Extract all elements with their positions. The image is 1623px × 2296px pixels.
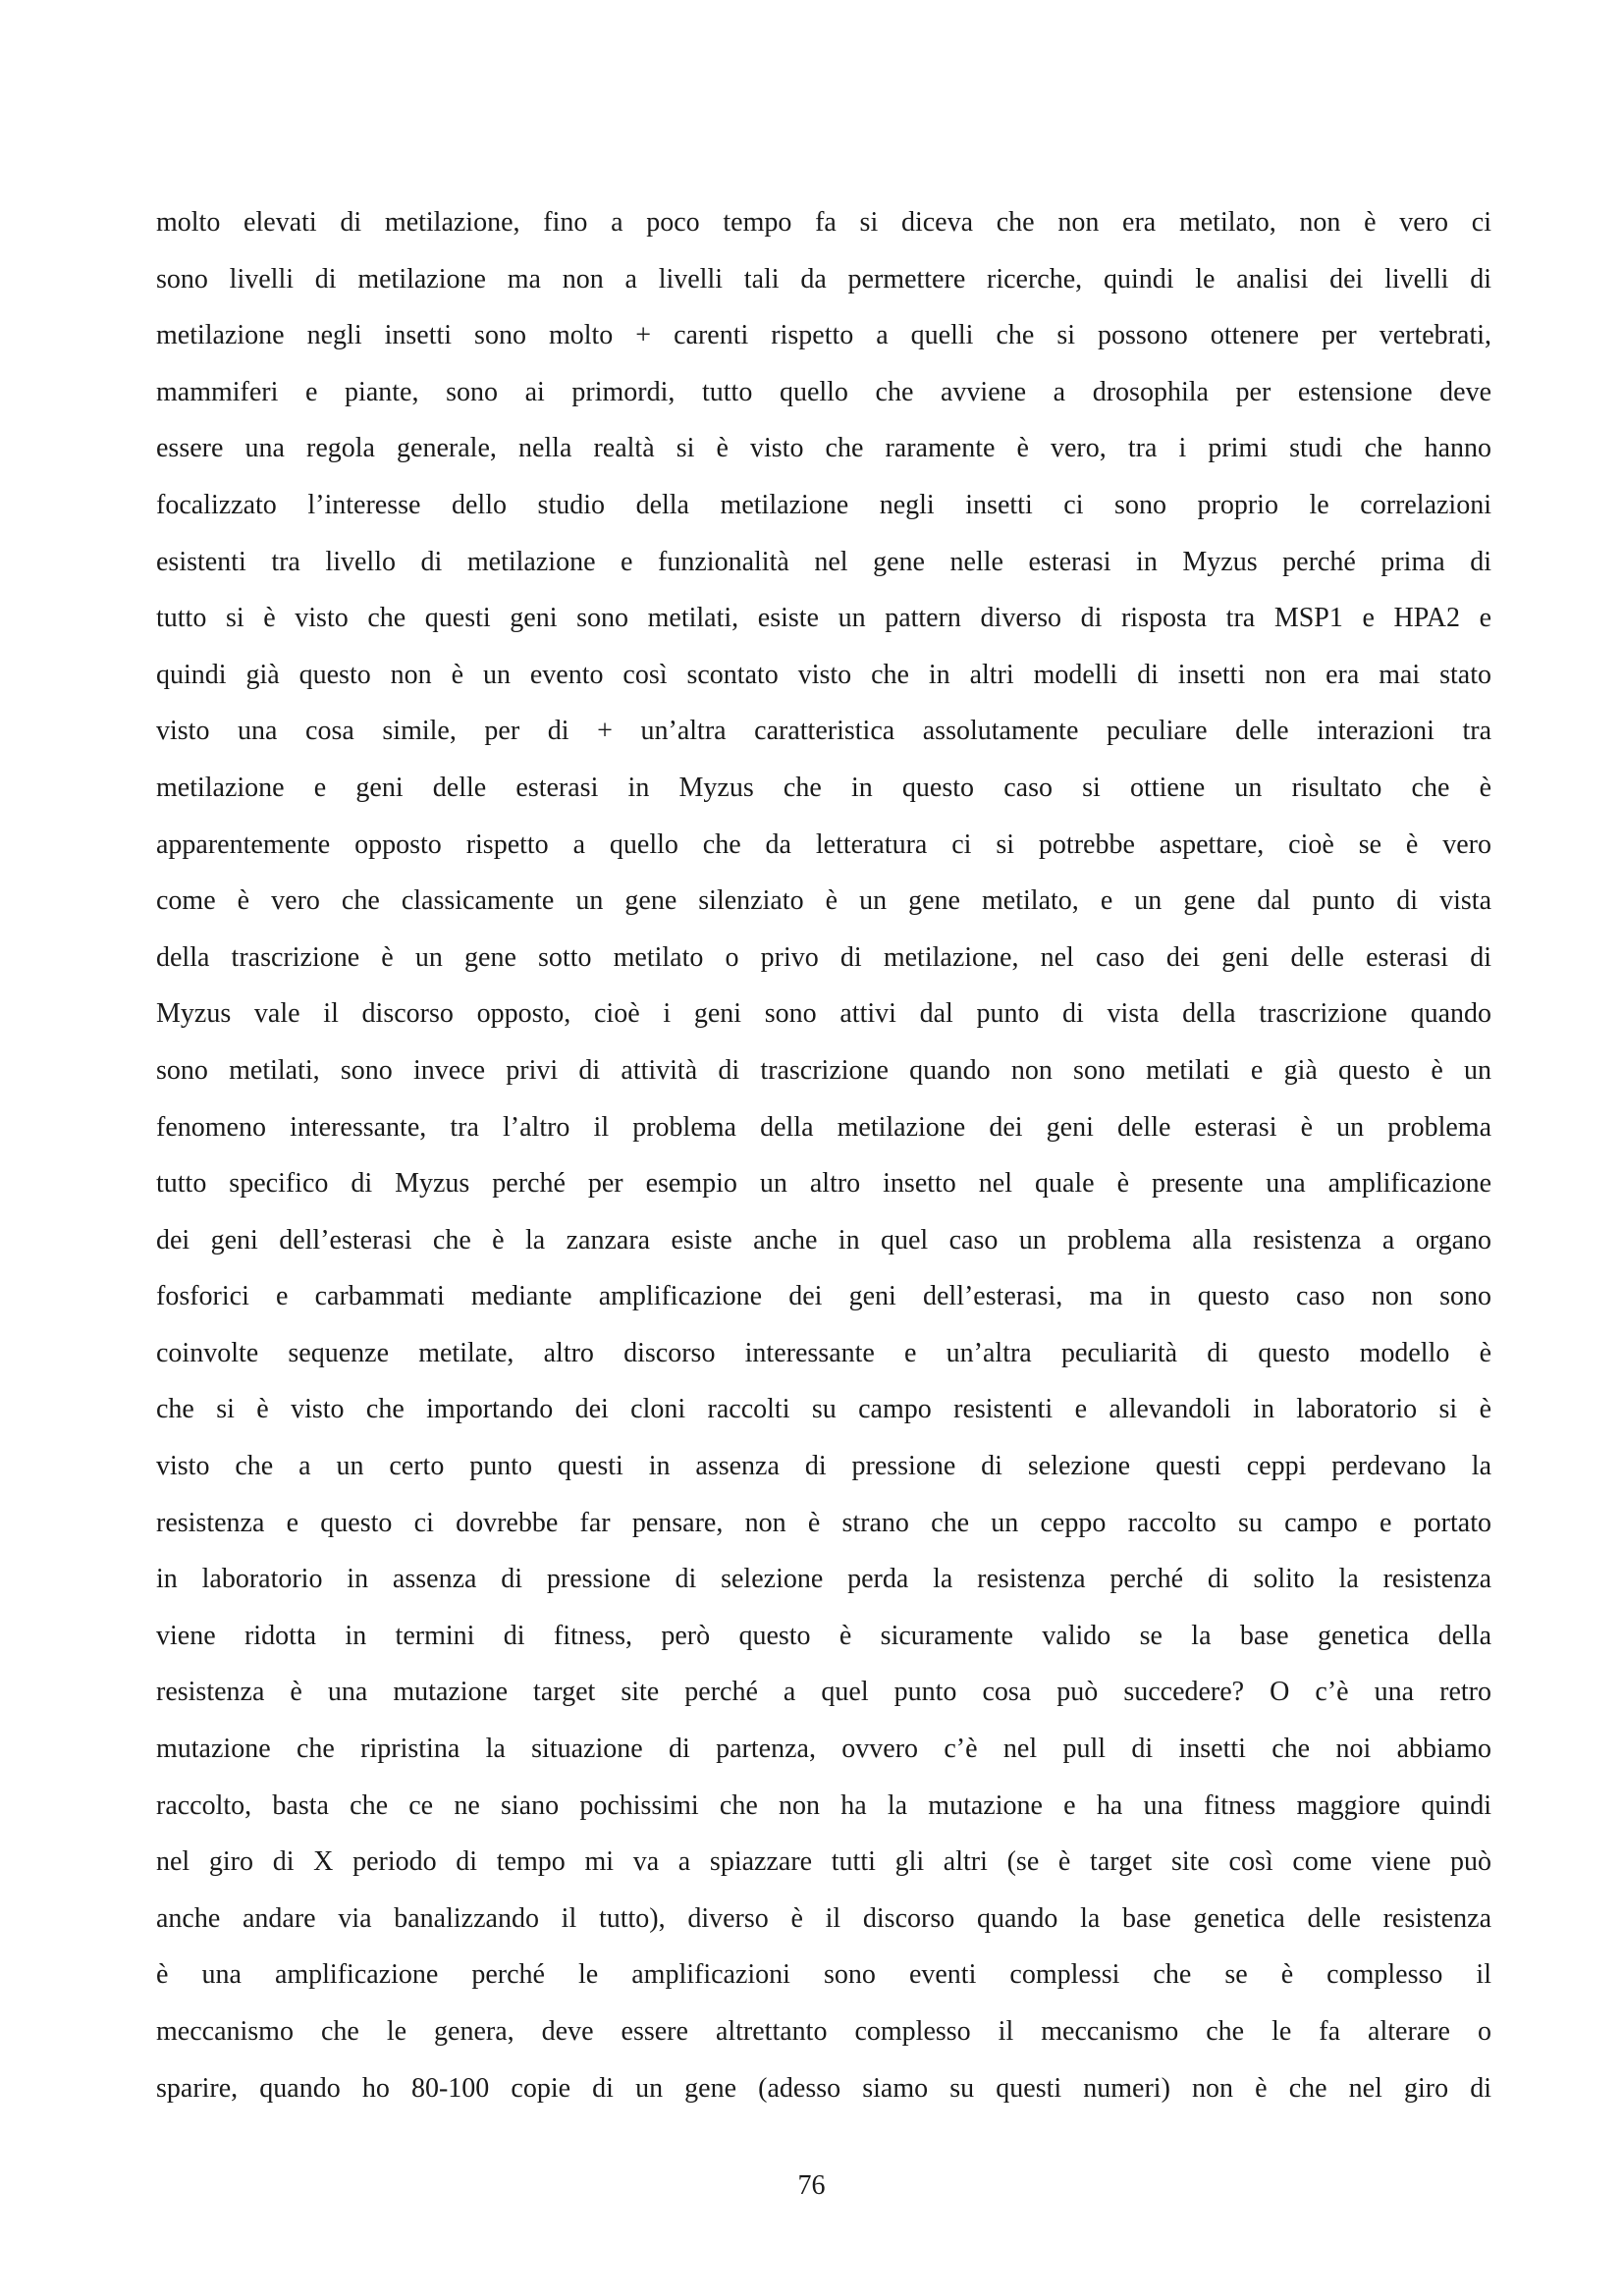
text-line: essere una regola generale, nella realtà si è visto che raramente è vero, tra i primi studi che hanno [156,433,1491,464]
page-number: 76 [797,2170,826,2201]
text-line: Myzus vale il discorso opposto, cioè i geni sono attivi dal punto di vista della trascrizione quando [156,998,1491,1030]
text-line: nel giro di X periodo di tempo mi va a spiazzare tutti gli altri (se è target site così come viene può [156,1846,1491,1878]
text-line: tutto si è visto che questi geni sono metilati, esiste un pattern diverso di risposta tra MSP1 e HPA2 e [156,603,1491,634]
body-text [156,194,1491,2116]
text-line: fosforici e carbammati mediante amplificazione dei geni dell’esterasi, ma in questo caso non sono [156,1281,1491,1312]
text-line: anche andare via banalizzando il tutto), diverso è il discorso quando la base genetica delle resistenza [156,1902,1491,1934]
text-line: dei geni dell’esterasi che è la zanzara esiste anche in quel caso un problema alla resistenza a organo [156,1224,1491,1255]
text-line: viene ridotta in termini di fitness, però questo è sicuramente valido se la base genetica della [156,1620,1491,1651]
text-line: quindi già questo non è un evento così scontato visto che in altri modelli di insetti non era mai stato [156,659,1491,690]
text-line: resistenza è una mutazione target site perché a quel punto cosa può succedere? O c’è una retro [156,1677,1491,1708]
text-line: della trascrizione è un gene sotto metilato o privo di metilazione, nel caso dei geni delle esterasi di [156,941,1491,973]
text-line: focalizzato l’interesse dello studio della metilazione negli insetti ci sono proprio le correlazioni [156,489,1491,520]
text-line: raccolto, basta che ce ne siano pochissimi che non ha la mutazione e ha una fitness maggiore quindi [156,1789,1491,1821]
text-line: resistenza e questo ci dovrebbe far pensare, non è strano che un ceppo raccolto su campo e portato [156,1507,1491,1538]
text-line: apparentemente opposto rispetto a quello che da letteratura ci si potrebbe aspettare, cioè se è vero [156,828,1491,860]
text-line: visto che a un certo punto questi in assenza di pressione di selezione questi ceppi perdevano la [156,1451,1491,1482]
text-line: sono livelli di metilazione ma non a livelli tali da permettere ricerche, quindi le analisi dei livelli di [156,263,1491,294]
text-line: coinvolte sequenze metilate, altro discorso interessante e un’altra peculiarità di questo modello è [156,1337,1491,1368]
text-line: sono metilati, sono invece privi di attività di trascrizione quando non sono metilati e già questo è un [156,1054,1491,1086]
text-line: mutazione che ripristina la situazione di partenza, ovvero c’è nel pull di insetti che noi abbiamo [156,1734,1491,1765]
text-line: metilazione negli insetti sono molto + carenti rispetto a quelli che si possono ottenere per vertebrati, [156,320,1491,351]
text-line: visto una cosa simile, per di + un’altra caratteristica assolutamente peculiare delle interazioni tra [156,716,1491,747]
text-line: meccanismo che le genera, deve essere altrettanto complesso il meccanismo che le fa alterare o [156,2016,1491,2047]
text-line: tutto specifico di Myzus perché per esempio un altro insetto nel quale è presente una amplificazione [156,1168,1491,1200]
text-line: sparire, quando ho 80-100 copie di un gene (adesso siamo su questi numeri) non è che nel giro di [156,2072,1491,2104]
text-line: fenomeno interessante, tra l’altro il problema della metilazione dei geni delle esterasi è un problema [156,1111,1491,1143]
text-line: che si è visto che importando dei cloni raccolti su campo resistenti e allevandoli in laboratorio si è [156,1394,1491,1425]
text-line: come è vero che classicamente un gene silenziato è un gene metilato, e un gene dal punto di vista [156,885,1491,917]
text-line: metilazione e geni delle esterasi in Myzus che in questo caso si ottiene un risultato che è [156,772,1491,803]
text-line: esistenti tra livello di metilazione e funzionalità nel gene nelle esterasi in Myzus perché prima di [156,546,1491,577]
text-line: in laboratorio in assenza di pressione di selezione perda la resistenza perché di solito la resistenza [156,1564,1491,1595]
text-line: molto elevati di metilazione, fino a poco tempo fa si diceva che non era metilato, non è vero ci [156,207,1491,238]
text-line: è una amplificazione perché le amplificazioni sono eventi complessi che se è complesso il [156,1959,1491,1991]
text-line: mammiferi e piante, sono ai primordi, tutto quello che avviene a drosophila per estensione deve [156,376,1491,407]
